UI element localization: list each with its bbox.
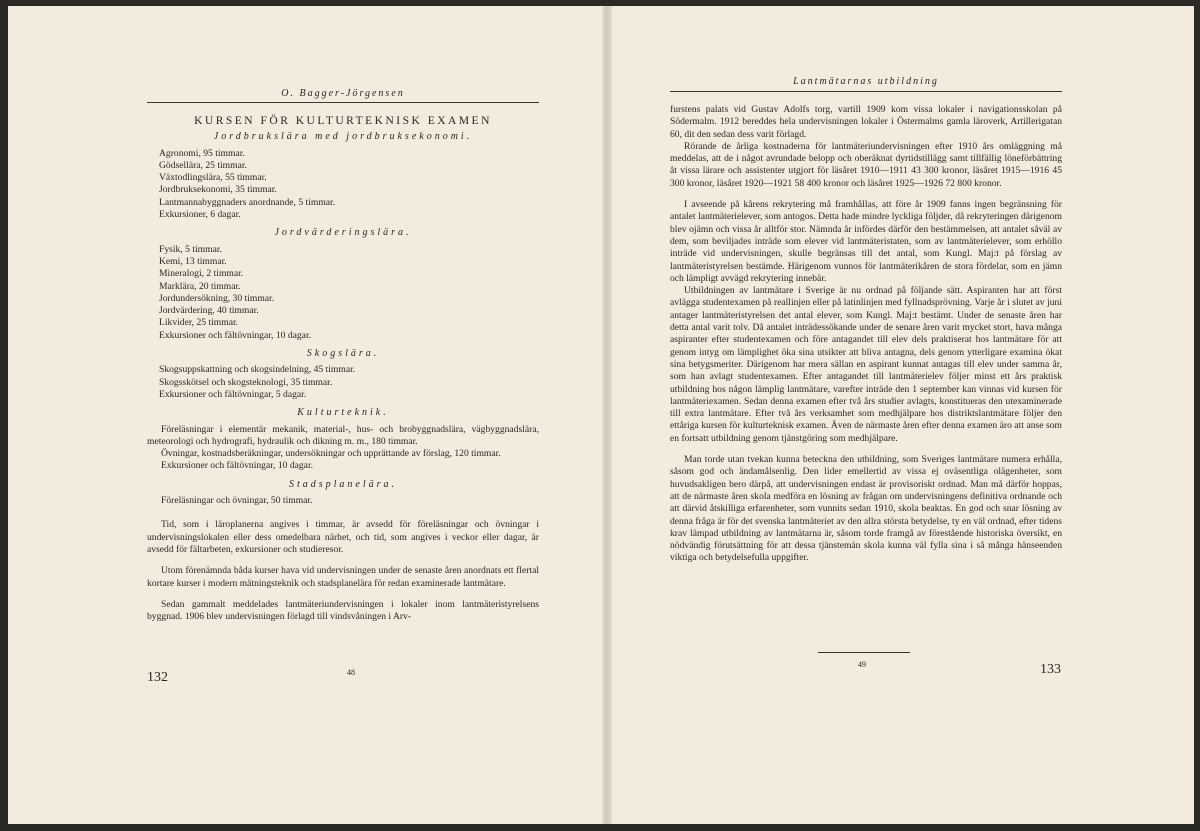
section-paragraph: Exkursioner och fältövningar, 10 dagar. xyxy=(161,460,314,472)
course-item: Fysik, 5 timmar. xyxy=(159,243,222,255)
section-paragraph: Föreläsningar och övningar, 50 timmar. xyxy=(161,495,313,507)
course-item: Gödsellära, 25 timmar. xyxy=(159,159,247,171)
course-item: Mineralogi, 2 timmar. xyxy=(159,268,244,280)
course-item: Växtodlingslära, 55 timmar. xyxy=(159,172,267,184)
section-title: Jordvärderingslära. xyxy=(274,227,412,239)
section-title: Skogslära. xyxy=(306,348,380,360)
body-paragraph: Tid, som i läroplanerna angives i timmar, är avsedd för föreläsningar och övningar i undervisningslokalen eller dess omedelbara närhet, och tid, som angives i veckor eller dagar, är avsedd för fältarbeten, exkursioner och studieresor. xyxy=(147,519,539,555)
end-rule xyxy=(818,652,910,653)
course-list xyxy=(159,244,539,342)
course-item: Marklära, 20 timmar. xyxy=(159,280,241,292)
left-column xyxy=(147,115,539,623)
course-item: Exkursioner och fältövningar, 10 dagar. xyxy=(159,329,312,341)
course-item: Jordundersökning, 30 timmar. xyxy=(159,292,275,304)
left-running-head: O. Bagger-Jörgensen xyxy=(281,88,405,99)
left-body-text xyxy=(147,519,539,623)
course-item: Kemi, 13 timmar. xyxy=(159,255,227,267)
course-item: Jordbruksekonomi, 35 timmar. xyxy=(159,184,277,196)
right-signature-mark: 49 xyxy=(858,660,866,669)
section-title: Jordbrukslära med jordbruksekonomi. xyxy=(213,131,473,143)
right-column xyxy=(670,104,1062,565)
left-signature-mark: 48 xyxy=(347,668,355,677)
right-folio: 133 xyxy=(1040,662,1061,677)
section-paragraph: Föreläsningar i elementär mekanik, material-, hus- och brobyggnadslära, vägbyggnadslära, meteorologi och hydrografi, hydraulik och dikning m. m., 180 timmar. xyxy=(147,423,539,447)
left-folio: 132 xyxy=(147,670,168,685)
body-paragraph: Man torde utan tvekan kunna beteckna den utbildning, som Sveriges lantmätare numera erhålla, såsom god och ändamålsenlig. Den lider emellertid av vissa ej oväsentliga olägenheter, som huvudsakligen bero därpå, att undervisningen endast är provisoriskt ordnad. Man må därför hoppas, att de närmaste åren skola medföra en lösning av frågan om undervisningens definitiva ordnande och att därvid åtskilliga erfarenheter, som vunnits sedan 1910, skola beaktas. En god och snar lösning av denna fråga är för det svenska lantmäteriet av den allra största betydelse, ty en väl ordnad, efter tidens krav lämpad utbildning av lantmätarna är, såsom torde framgå av förestående historiska översikt, en nödvändig förutsättning för att dessa tjänstemän skola kunna väl fylla sina i så många hänseenden viktiga och betydelsefulla uppgifter. xyxy=(670,454,1062,564)
book-gutter xyxy=(602,6,612,824)
course-item: Likvider, 25 timmar. xyxy=(159,317,239,329)
course-item: Lantmannabyggnaders anordnande, 5 timmar. xyxy=(159,196,336,208)
course-item: Agronomi, 95 timmar. xyxy=(159,147,245,159)
body-paragraph: I avseende på kårens rekrytering må framhållas, att före år 1909 fanns ingen begränsning för antalet lantmäterielever, som antogos. Detta hade mindre lyckliga följder, då rekryteringen därigenom blev ojämn och vissa år alltför stor. Nämnda år infördes därför den bestämmelsen, att antalet såväl av dem, som beviljades inträde som elever vid lantmäteristaten, som av lantmäterielever, som erhöllo inträde vid undervisningen, skulle begränsas till det antal, som Kungl. Maj:t på förslag av lantmäteristyrelsen bestämde. Härigenom vunnos för lantmäterikåren de stora fördelar, som en jämn och lämpligt avvägd rekrytering innebär. xyxy=(670,199,1062,284)
section-title: Stadsplanelära. xyxy=(288,478,398,490)
section-paragraph: Övningar, kostnadsberäkningar, undersökningar och upprättande av förslag, 120 timmar. xyxy=(161,448,501,460)
right-head-rule xyxy=(670,91,1062,92)
course-sections xyxy=(147,131,539,507)
left-head-rule xyxy=(147,102,539,103)
section-heading: KURSEN FÖR KULTURTEKNISK EXAMEN xyxy=(194,115,492,127)
body-paragraph: Sedan gammalt meddelades lantmäteriundervisningen i lokaler inom lantmäteristyrelsens byggnad. 1906 blev undervisningen förlagd till vindsvåningen i Arv- xyxy=(147,598,539,623)
right-running-head: Lantmätarnas utbildning xyxy=(793,76,939,87)
course-item: Skogsskötsel och skogsteknologi, 35 timmar. xyxy=(159,376,333,388)
body-paragraph: Rörande de årliga kostnaderna för lantmäteriundervisningen efter 1910 års omläggning må meddelas, att de i något avrundade belopp och oberäknat dyrtidstillägg samt tillfällig löneförbättring åt vissa lärare och assistenter utgjort för läsåret 1910—1911 43 300 kronor, läsåret 1915—1916 45 300 kronor, läsåret 1920—1921 58 400 kronor och läsåret 1925—1926 72 800 kronor. xyxy=(670,140,1062,189)
course-item: Jordvärdering, 40 timmar. xyxy=(159,305,259,317)
body-paragraph: furstens palats vid Gustav Adolfs torg, vartill 1909 kom vissa lokaler i navigationsskolan på Södermalm. 1912 bereddes hela undervisningen lokaler i Östermalms gamla läroverk, Artillerigatan 60, dit den sedan dess varit förlagd. xyxy=(670,104,1062,140)
course-list xyxy=(159,148,539,222)
body-paragraph: Utom förenämnda båda kurser hava vid undervisningen under de senaste åren anordnats ett flertal kortare kurser i modern mätningsteknik och stadsplanelära för redan examinerade lantmätare. xyxy=(147,565,539,589)
course-item: Exkursioner och fältövningar, 5 dagar. xyxy=(159,388,307,400)
body-paragraph: Utbildningen av lantmätare i Sverige är nu ordnad på följande sätt. Aspiranten har att först avlägga studentexamen på reallinjen eller på latinlinjen med fyllnadsprövning. Varje år i slutet av juni antager lantmäteristyrelsen det antal elever, som Kungl. Maj:t bestämt. Under de senaste åren har detta antal varit tolv. Då antalet inträdessökande under de senare åren varit mycket stort, hava många aspiranter efter studentexamen och före antagandet till elev dels praktiserat hos lantmätare för att genom intyg om lämplighet öka sina utsikter att bliva antagna, dels genom ytterligare examina ökat sina betygsmeriter. Därigenom har mera sällan en aspirant kunnat antagas till elev under samma år, som han avlagt studentexamen. Efter antagandet till lantmäterielev följer minst ett års praktisk utbildning hos någon lämplig lantmätare, varefter inträde den 1 september kan vinnas vid kursen för lantmäteriexamen. Sedan denna examen efter två års studier avlagts, konstitueras den utexaminerade till extra lantmätare. Efter två års verksamhet som medhjälpare hos distriktslantmätare följer den ettåriga kursen för kulturteknisk examen. Även de närmaste åren efter denna examen äro att anse som en fortsatt utbildning genom tjänstgöring som medhjälpare. xyxy=(670,285,1062,444)
course-item: Skogsuppskattning och skogsindelning, 45 timmar. xyxy=(159,364,356,376)
course-list xyxy=(159,364,539,401)
course-item: Exkursioner, 6 dagar. xyxy=(159,209,241,221)
section-title: Kulturteknik. xyxy=(297,407,389,419)
